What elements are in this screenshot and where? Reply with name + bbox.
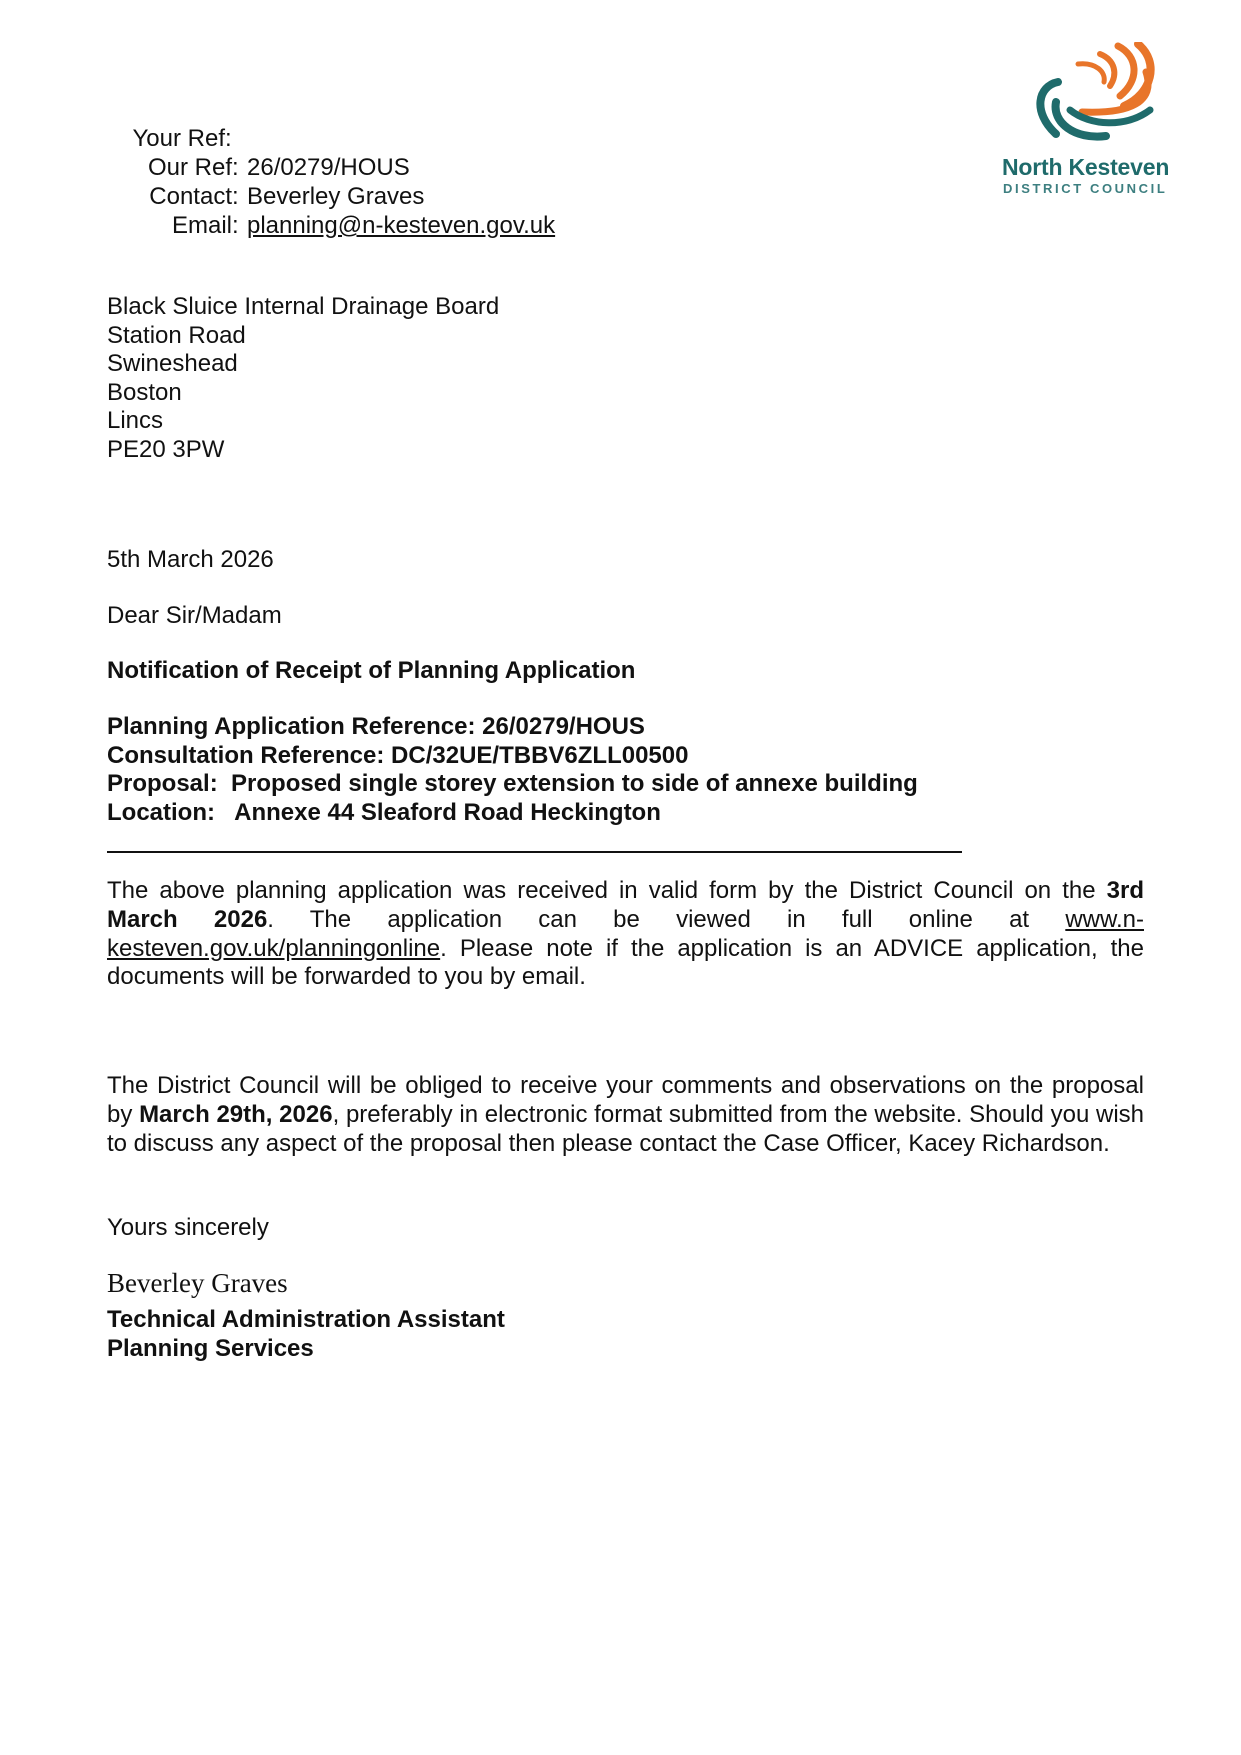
logo-subtitle: DISTRICT COUNCIL bbox=[1003, 181, 1168, 196]
signatory-block bbox=[107, 1305, 505, 1363]
swirl-logo-icon bbox=[1000, 42, 1190, 152]
contact-row bbox=[108, 182, 555, 211]
detail-label: Proposal: bbox=[107, 770, 218, 798]
ref-separator: : bbox=[225, 125, 232, 152]
reference-block bbox=[108, 124, 555, 240]
letter-heading: Notification of Receipt of Planning Application bbox=[107, 657, 636, 684]
detail-value: Proposed single storey extension to side of annexe building bbox=[217, 770, 918, 798]
planning-online-link[interactable]: www.n-kesteven.gov.uk/planningonline bbox=[107, 905, 1144, 962]
detail-row-application-ref bbox=[107, 713, 918, 742]
paragraph-text: . The application can be viewed in full online at bbox=[267, 905, 1030, 933]
your-ref-value bbox=[234, 124, 240, 153]
signatory-title: Technical Administration Assistant bbox=[107, 1306, 505, 1333]
address-line: Swineshead bbox=[107, 350, 238, 378]
detail-value: DC/32UE/TBBV6ZLL00500 bbox=[384, 741, 689, 769]
address-line: Lincs bbox=[107, 407, 164, 435]
paragraph-text: The above planning application was received in valid form by the District Council on the bbox=[107, 877, 1107, 904]
recipient-address bbox=[107, 293, 499, 465]
ref-separator: : bbox=[232, 154, 239, 181]
your-ref-label: Your Ref bbox=[132, 125, 225, 152]
your-ref-row bbox=[108, 124, 555, 153]
application-details bbox=[107, 713, 918, 827]
signature: Beverley Graves bbox=[107, 1268, 288, 1298]
paragraph-text: , preferably in electronic format submitted from the website. Should you wish to discuss any aspect of the proposal then please contact the Case Officer, Kacey Richardson. bbox=[107, 1100, 1145, 1157]
our-ref-label: Our Ref bbox=[147, 154, 232, 181]
comment-deadline: March 29th, 2026 bbox=[139, 1100, 333, 1128]
email-link[interactable]: planning@n-kesteven.gov.uk bbox=[247, 212, 556, 239]
detail-value: 26/0279/HOUS bbox=[475, 713, 645, 740]
paragraph-comments bbox=[107, 1072, 1144, 1158]
our-ref-value: 26/0279/HOUS bbox=[247, 154, 410, 181]
contact-label: Contact bbox=[149, 183, 232, 210]
detail-label: Consultation Reference: bbox=[107, 741, 385, 769]
letter-date: 5th March 2026 bbox=[107, 546, 274, 573]
salutation: Dear Sir/Madam bbox=[107, 602, 282, 629]
paragraph-text: The District Council will be obliged to receive your comments and observations on the proposal by bbox=[107, 1072, 1144, 1128]
detail-label: Location: bbox=[107, 798, 215, 826]
received-date: 3rd March 2026 bbox=[107, 877, 1144, 933]
detail-label: Planning Application Reference: bbox=[107, 713, 476, 740]
logo-name: North Kesteven bbox=[1002, 154, 1170, 180]
address-line: Boston bbox=[107, 378, 182, 406]
our-ref-row bbox=[108, 153, 555, 182]
address-line: Black Sluice Internal Drainage Board bbox=[107, 293, 500, 320]
closing: Yours sincerely bbox=[107, 1214, 269, 1241]
council-logo bbox=[1000, 42, 1190, 202]
detail-row-location bbox=[107, 799, 918, 828]
ref-separator: : bbox=[232, 183, 239, 210]
contact-value: Beverley Graves bbox=[247, 183, 425, 210]
divider-line bbox=[107, 851, 962, 853]
paragraph-text: . Please note if the application is an ADVICE application, the documents will be forwarded to you by email. bbox=[107, 934, 1144, 991]
ref-separator: : bbox=[232, 212, 239, 239]
paragraph-receipt bbox=[107, 877, 1144, 992]
department: Planning Services bbox=[107, 1335, 314, 1362]
address-line: PE20 3PW bbox=[107, 435, 225, 463]
detail-row-proposal bbox=[107, 770, 918, 799]
address-line: Station Road bbox=[107, 321, 246, 349]
detail-row-consultation-ref bbox=[107, 742, 918, 771]
detail-value: Annexe 44 Sleaford Road Heckington bbox=[215, 798, 661, 826]
email-row bbox=[108, 211, 555, 240]
email-label: Email bbox=[171, 212, 232, 239]
